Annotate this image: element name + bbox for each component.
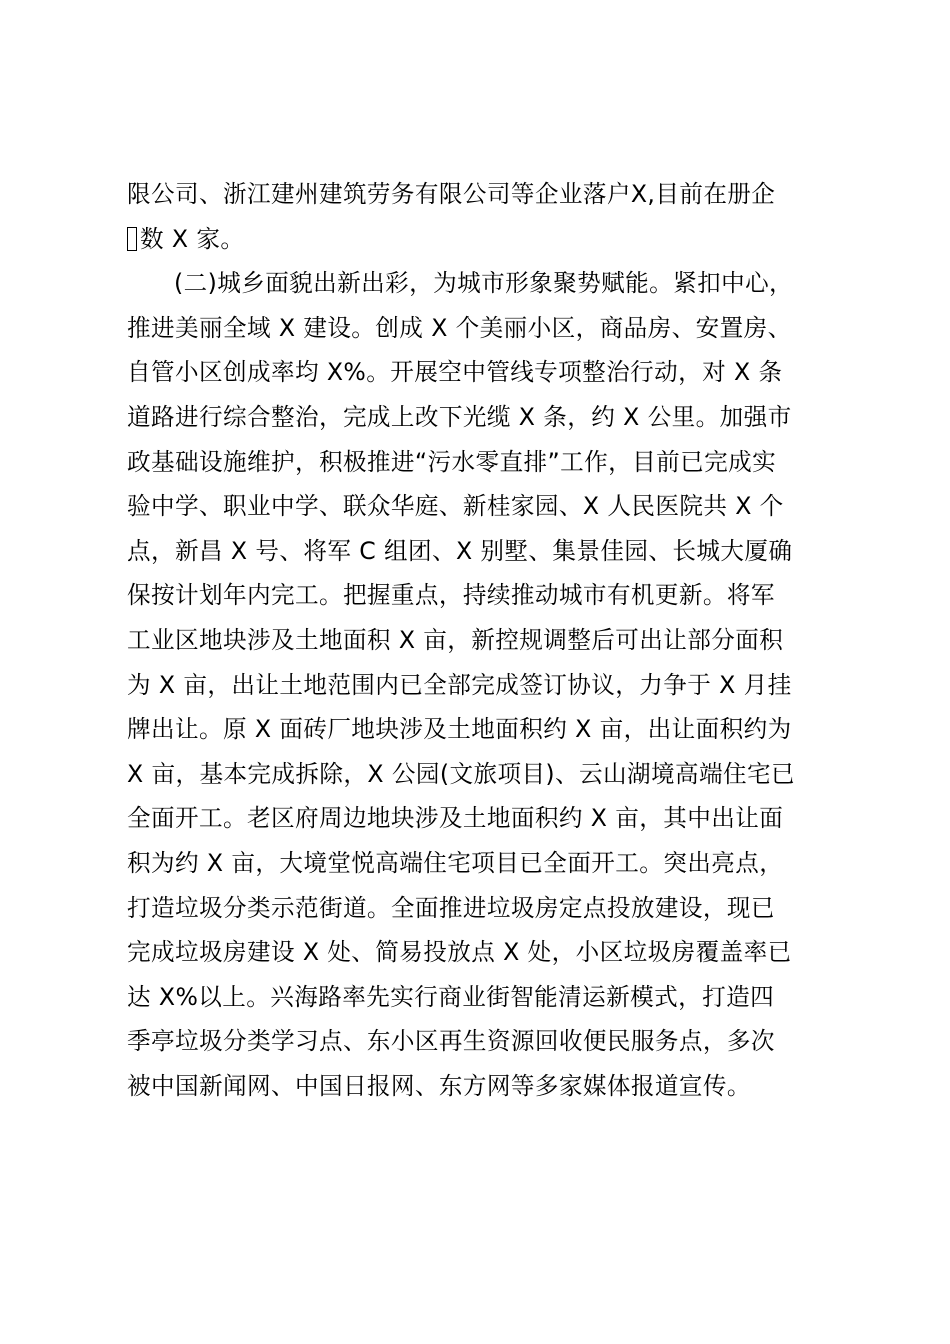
text-line: X 亩，基本完成拆除，X 公园(文旅项目)、云山湖境高端住宅已 <box>127 759 795 788</box>
text-line: 积为约 X 亩，大境堂悦高端住宅项目已全面开工。突出亮点， <box>127 848 784 877</box>
text-line: 政基础设施维护，积极推进“污水零直排”工作，目前已完成实 <box>127 447 777 476</box>
text-line: 限公司、浙江建州建筑劳务有限公司等企业落户X,目前在册企 <box>127 180 776 208</box>
text-line: 全面开工。老区府周边地块涉及土地面积约 X 亩，其中出让面 <box>127 804 784 833</box>
text-line: 打造垃圾分类示范街道。全面推进垃圾房定点投放建设，现已 <box>127 893 775 922</box>
text-line: 被中国新闻网、中国日报网、东方网等多家媒体报道宣传。 <box>127 1071 751 1100</box>
section-heading-line: (二)城乡面貌出新出彩，为城市形象聚势赋能。紧扣中心， <box>174 269 794 298</box>
missing-glyph-box <box>127 227 137 251</box>
text-line: 自管小区创成率均 X%。开展空中管线专项整治行动，对 X 条 <box>127 358 783 387</box>
body-text <box>127 172 827 1108</box>
text-line: 保按计划年内完工。把握重点，持续推动城市有机更新。将军 <box>127 581 775 610</box>
text-line: 季亭垃圾分类学习点、东小区再生资源回收便民服务点，多次 <box>127 1027 775 1056</box>
text-line-content: 数 X 家。 <box>140 224 245 253</box>
text-line: 推进美丽全域 X 建设。创成 X 个美丽小区，商品房、安置房、 <box>127 313 792 342</box>
text-line: 完成垃圾房建设 X 处、简易投放点 X 处，小区垃圾房覆盖率已 <box>127 938 792 967</box>
text-line: 达 X%以上。兴海路率先实行商业街智能清运新模式，打造四 <box>127 982 775 1011</box>
text-line: 点，新昌 X 号、将军 C 组团、X 别墅、集景佳园、长城大厦确 <box>127 536 793 565</box>
text-line: 工业区地块涉及土地面积 X 亩，新控规调整后可出让部分面积 <box>127 625 784 654</box>
text-line-with-missing-glyph <box>127 217 827 262</box>
text-line: 牌出让。原 X 面砖厂地块涉及土地面积约 X 亩，出让面积约为 <box>127 715 792 744</box>
text-line: 验中学、职业中学、联众华庭、新桂家园、X 人民医院共 X 个 <box>127 492 784 521</box>
text-line: 道路进行综合整治，完成上改下光缆 X 条，约 X 公里。加强市 <box>127 402 792 431</box>
text-line: 为 X 亩，出让土地范围内已全部完成签订协议，力争于 X 月挂 <box>127 670 792 699</box>
